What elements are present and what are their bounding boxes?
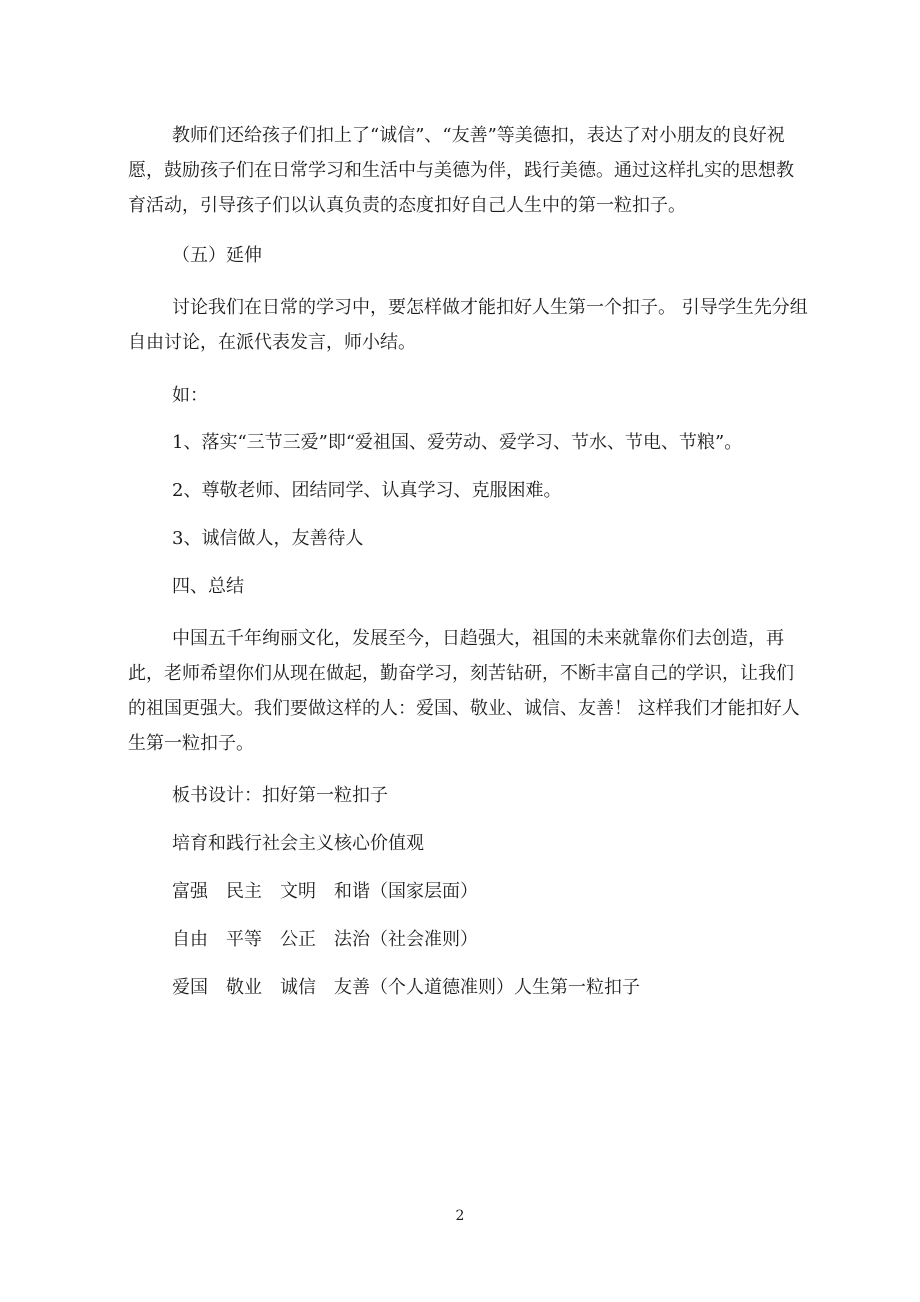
page-number: 2 [455,1208,465,1224]
paragraph-discussion: 讨论我们在日常的学习中，要怎样做才能扣好人生第一个扣子。 引导学生先分组自由讨论，在派代表发言，师小结。 [128,297,808,353]
list-item-2: 2、尊敬老师、团结同学、认真学习、克服困难。 [172,480,562,501]
board-design-line-4: 爱国 敬业 诚信 友善（个人道德准则）人生第一粒扣子 [172,977,640,998]
section-heading-extension: （五）延伸 [172,245,262,266]
board-design-line-2: 富强 民主 文明 和谐（国家层面） [172,881,478,902]
board-design-title: 板书设计：扣好第一粒扣子 [172,785,388,806]
list-item-1: 1、落实“三节三爱”即“爱祖国、爱劳动、爱学习、节水、节电、节粮”。 [172,432,743,453]
paragraph-example-intro: 如： [172,385,208,406]
paragraph-summary: 中国五千年绚丽文化，发展至今，日趋强大，祖国的未来就靠你们去创造，再此，老师希望你们从现在做起，勤奋学习，刻苦钻研，不断丰富自己的学识，让我们的祖国更强大。我们要做这样的人：爱国、敬业、诚信、友善！ 这样我们才能扣好人生第一粒扣子。 [128,628,800,754]
board-design-line-3: 自由 平等 公正 法治（社会准则） [172,929,478,950]
list-item-3: 3、诚信做人，友善待人 [172,528,364,549]
section-heading-summary: 四、总结 [172,576,244,597]
paragraph-virtue-buttons: 教师们还给孩子们扣上了“诚信”、“友善”等美德扣，表达了对小朋友的良好祝愿，鼓励孩子们在日常学习和生活中与美德为伴，践行美德。通过这样扎实的思想教育活动，引导孩子们以认真负责的态度扣好自己人生中的第一粒扣子。 [128,125,794,216]
board-design-line-1: 培育和践行社会主义核心价值观 [172,833,424,854]
